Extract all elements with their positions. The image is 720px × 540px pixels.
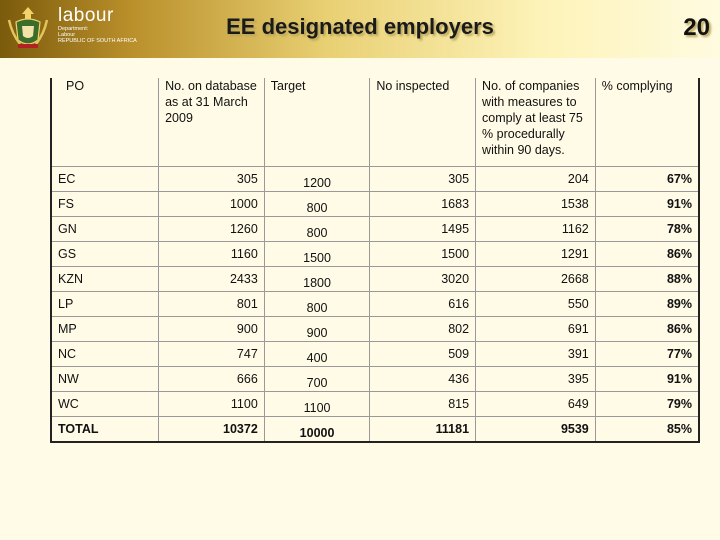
table-cell: 391 <box>476 342 596 367</box>
table-cell: 88% <box>595 267 699 292</box>
table-cell: NW <box>51 367 159 392</box>
table-cell: 900 <box>159 317 265 342</box>
table-cell: 400 <box>264 346 370 371</box>
table-cell: 802 <box>370 317 476 342</box>
table-row <box>51 367 699 392</box>
table-cell: GS <box>51 242 159 267</box>
logo-wordmark: labour <box>58 5 114 26</box>
table-cell: 800 <box>264 221 370 246</box>
table-cell: 91% <box>595 192 699 217</box>
table-row <box>51 167 699 192</box>
table-cell: 815 <box>370 392 476 417</box>
table-cell: 10000 <box>264 421 370 447</box>
table-cell: 305 <box>159 167 265 192</box>
table-cell: 1500 <box>370 242 476 267</box>
table-cell: TOTAL <box>51 417 159 443</box>
table-cell: 91% <box>595 367 699 392</box>
table-cell: 11181 <box>370 417 476 443</box>
table-cell: 1000 <box>159 192 265 217</box>
table-cell: 86% <box>595 242 699 267</box>
table-cell: 509 <box>370 342 476 367</box>
table-cell: 1100 <box>159 392 265 417</box>
table-cell: 3020 <box>370 267 476 292</box>
table-cell: 649 <box>476 392 596 417</box>
column-header: % complying <box>595 78 699 167</box>
table-cell: 67% <box>595 167 699 192</box>
table-row <box>51 417 699 443</box>
ee-table <box>50 78 700 443</box>
table-row <box>51 342 699 367</box>
table-cell: 700 <box>264 371 370 396</box>
table-cell: 204 <box>476 167 596 192</box>
table-cell: LP <box>51 292 159 317</box>
table-row <box>51 392 699 417</box>
table-cell: 1162 <box>476 217 596 242</box>
table-cell: 79% <box>595 392 699 417</box>
table-cell: 1500 <box>264 246 370 271</box>
table-row <box>51 217 699 242</box>
table-cell: 395 <box>476 367 596 392</box>
table-header-row <box>51 78 699 167</box>
table-cell: 747 <box>159 342 265 367</box>
table-row <box>51 267 699 292</box>
logo-subtitle: Department: Labour REPUBLIC OF SOUTH AFRICA <box>58 26 137 44</box>
table-cell: GN <box>51 217 159 242</box>
table-cell: 2668 <box>476 267 596 292</box>
table-cell: 616 <box>370 292 476 317</box>
table-cell: 77% <box>595 342 699 367</box>
table-cell: 691 <box>476 317 596 342</box>
page-number: 20 <box>683 14 710 41</box>
table-cell: 550 <box>476 292 596 317</box>
table-cell: 666 <box>159 367 265 392</box>
table-cell: 78% <box>595 217 699 242</box>
table-cell: 305 <box>370 167 476 192</box>
table-row <box>51 317 699 342</box>
column-header: No. on database as at 31 March 2009 <box>159 78 265 167</box>
table-cell: 801 <box>159 292 265 317</box>
table-cell: 1683 <box>370 192 476 217</box>
table-row <box>51 192 699 217</box>
table-cell: 89% <box>595 292 699 317</box>
table-cell: 86% <box>595 317 699 342</box>
table-cell: 1200 <box>264 171 370 196</box>
column-header: No inspected <box>370 78 476 167</box>
table-cell: 1160 <box>159 242 265 267</box>
column-header: Target <box>264 78 370 167</box>
table-cell: 2433 <box>159 267 265 292</box>
table-row <box>51 242 699 267</box>
column-header: No. of companies with measures to comply at least 75 % procedurally within 90 days. <box>476 78 596 167</box>
page-title: EE designated employers <box>226 14 494 39</box>
table-cell: 800 <box>264 296 370 321</box>
table-cell: 1538 <box>476 192 596 217</box>
column-header: PO <box>51 78 159 167</box>
table-cell: EC <box>51 167 159 192</box>
table-cell: 10372 <box>159 417 265 443</box>
table-cell: 1100 <box>264 396 370 421</box>
table-row <box>51 292 699 317</box>
header-banner <box>0 0 720 58</box>
table-cell: FS <box>51 192 159 217</box>
table-cell: 9539 <box>476 417 596 443</box>
table-cell: KZN <box>51 267 159 292</box>
table-cell: 1260 <box>159 217 265 242</box>
table-cell: 1495 <box>370 217 476 242</box>
table-cell: MP <box>51 317 159 342</box>
table-cell: 900 <box>264 321 370 346</box>
table-cell: 85% <box>595 417 699 443</box>
table-cell: 1800 <box>264 271 370 296</box>
table-cell: NC <box>51 342 159 367</box>
table-cell: WC <box>51 392 159 417</box>
table-cell: 1291 <box>476 242 596 267</box>
table-cell: 436 <box>370 367 476 392</box>
table-cell: 800 <box>264 196 370 221</box>
